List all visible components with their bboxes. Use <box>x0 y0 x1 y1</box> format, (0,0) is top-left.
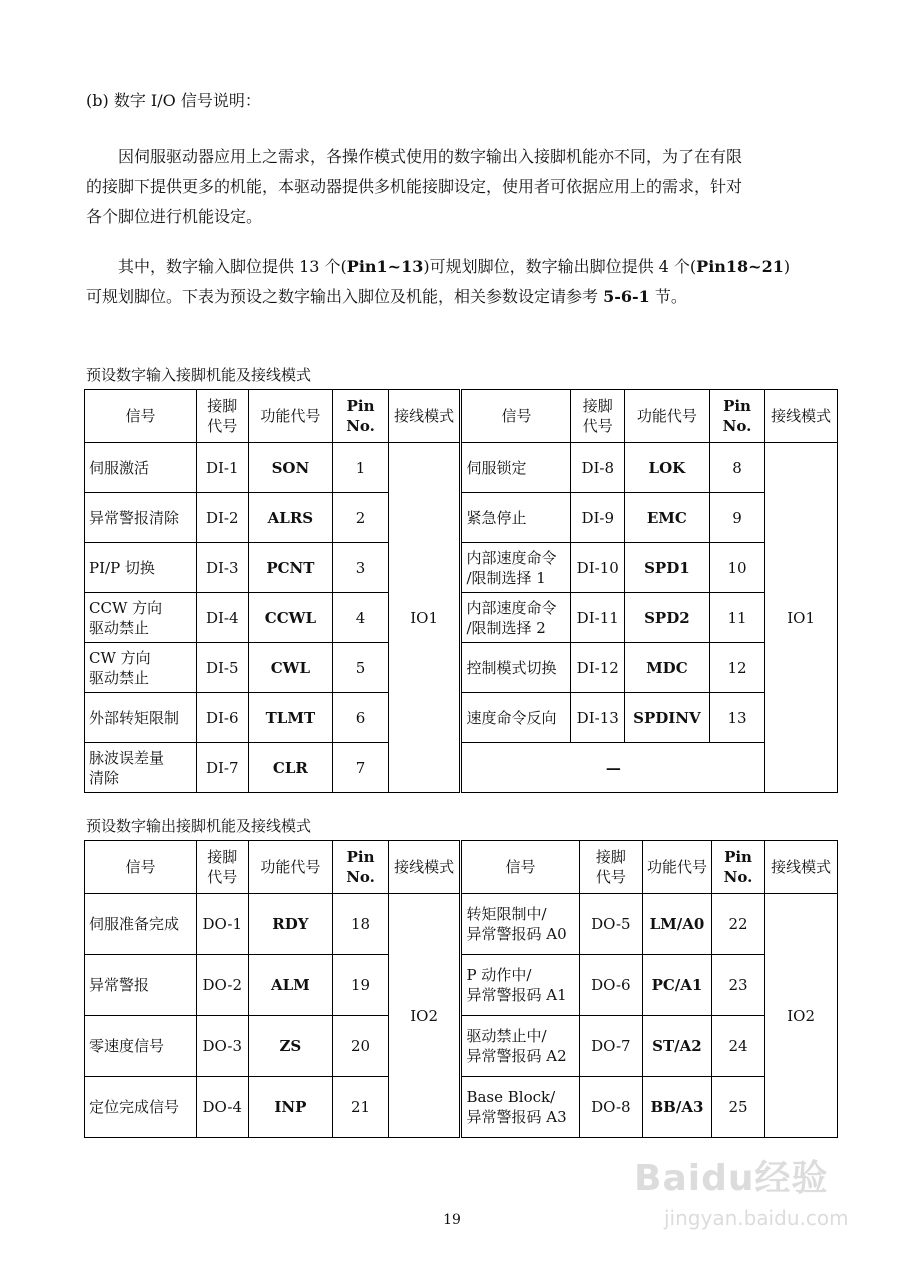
header-text: 接脚 <box>207 397 238 415</box>
signal-name: 转矩限制中/ <box>466 905 547 923</box>
signal-cell <box>85 643 197 693</box>
header-text: 代号 <box>582 417 613 435</box>
empty-cell: — <box>461 743 765 793</box>
signal-cell <box>461 894 579 955</box>
signal-cell <box>85 493 197 543</box>
func-code-cell: ZS <box>248 1016 333 1077</box>
pin-code-cell: DO-3 <box>197 1016 248 1077</box>
header-text: No. <box>722 417 752 435</box>
signal-name: 伺服锁定 <box>466 458 527 477</box>
pin-no-cell: 2 <box>333 493 389 543</box>
pin-code-cell: DO-6 <box>579 955 643 1016</box>
pin-code-cell: DO-1 <box>197 894 248 955</box>
table-row <box>85 443 838 493</box>
signal-name: 控制模式切换 <box>466 658 557 677</box>
pin-code-cell: DI-5 <box>197 643 248 693</box>
pin-no-cell: 7 <box>333 743 389 793</box>
func-code-cell: MDC <box>624 643 709 693</box>
header-text: 接脚 <box>595 848 626 866</box>
table-row <box>85 643 838 693</box>
pin-code-cell: DI-4 <box>197 593 248 643</box>
wiring-mode-cell: IO1 <box>765 443 838 793</box>
pin-code-cell: DI-13 <box>571 693 624 743</box>
signal-name: 内部速度命令 <box>466 598 557 617</box>
pin-no-cell: 13 <box>709 693 765 743</box>
func-code-cell: SON <box>248 443 333 493</box>
table-row <box>85 894 838 955</box>
signal-cell <box>85 1016 197 1077</box>
header-text: 接脚 <box>582 397 613 415</box>
header-signal: 信号 <box>85 390 197 443</box>
func-code-cell: BB/A3 <box>643 1077 712 1138</box>
signal-name: 伺服准备完成 <box>89 915 180 933</box>
header-wiring: 接线模式 <box>765 841 838 894</box>
header-text: No. <box>346 417 375 435</box>
func-code-cell: SPD1 <box>624 543 709 593</box>
pin-summary-paragraph <box>86 252 790 312</box>
func-code-cell: ALM <box>248 955 333 1016</box>
signal-name: 定位完成信号 <box>89 1098 180 1116</box>
header-signal: 信号 <box>461 390 571 443</box>
table-row <box>85 493 838 543</box>
header-text: 代号 <box>595 868 626 886</box>
signal-cell <box>461 643 571 693</box>
pin-code-cell: DI-3 <box>197 543 248 593</box>
pin-code-cell: DO-7 <box>579 1016 643 1077</box>
signal-name-line2: 异常警报码 A0 <box>466 925 567 943</box>
header-text: Pin <box>346 397 375 415</box>
pin-code-cell: DI-12 <box>571 643 624 693</box>
func-code-cell: LOK <box>624 443 709 493</box>
pin-no-cell: 21 <box>333 1077 389 1138</box>
table-row <box>85 1016 838 1077</box>
signal-cell <box>85 593 197 643</box>
func-code-cell: LM/A0 <box>643 894 712 955</box>
pin-code-cell: DI-9 <box>571 493 624 543</box>
pin-code-cell: DO-4 <box>197 1077 248 1138</box>
func-code-cell: CLR <box>248 743 333 793</box>
signal-cell <box>85 693 197 743</box>
pin-code-cell: DI-6 <box>197 693 248 743</box>
signal-name: CW 方向 <box>89 648 151 667</box>
signal-name: 外部转矩限制 <box>89 708 180 727</box>
pin-no-cell: 10 <box>709 543 765 593</box>
signal-name-line2: /限制选择 1 <box>466 568 546 587</box>
input-pin-range: Pin1~13 <box>346 257 424 276</box>
table-row <box>85 693 838 743</box>
func-code-cell: RDY <box>248 894 333 955</box>
pin-no-cell: 25 <box>711 1077 764 1138</box>
header-func-code: 功能代号 <box>643 841 712 894</box>
pin-no-cell: 12 <box>709 643 765 693</box>
watermark-main: Baidu经验 <box>634 1158 829 1199</box>
header-text: 代号 <box>207 417 238 435</box>
intro-line-3: 各个脚位进行机能设定。 <box>86 207 263 226</box>
pin-code-cell: DI-10 <box>571 543 624 593</box>
intro-line-1: 因伺服驱动器应用上之需求，各操作模式使用的数字输出入接脚机能亦不同，为了在有限 <box>118 147 743 166</box>
text-span: 其中，数字输入脚位提供 13 个( <box>118 257 347 276</box>
table-row <box>85 955 838 1016</box>
input-table-caption: 预设数字输入接脚机能及接线模式 <box>86 366 312 384</box>
signal-name-line2: 驱动禁止 <box>89 668 150 687</box>
header-text: 接脚 <box>207 848 238 866</box>
header-pin-code <box>197 841 248 894</box>
func-code-cell: SPDINV <box>624 693 709 743</box>
intro-paragraph <box>86 142 742 232</box>
func-code-cell: PCNT <box>248 543 333 593</box>
pin-no-cell: 19 <box>333 955 389 1016</box>
pin-no-cell: 9 <box>709 493 765 543</box>
section-title: (b) 数字 I/O 信号说明： <box>86 91 261 110</box>
watermark-sub: jingyan.baidu.com <box>664 1206 849 1230</box>
signal-cell <box>461 1016 579 1077</box>
wiring-mode-cell: IO2 <box>388 894 461 1138</box>
pin-code-cell: DI-8 <box>571 443 624 493</box>
pin-no-cell: 8 <box>709 443 765 493</box>
header-signal: 信号 <box>461 841 579 894</box>
signal-name-line2: 清除 <box>89 768 120 787</box>
pin-no-cell: 18 <box>333 894 389 955</box>
pin-no-cell: 5 <box>333 643 389 693</box>
signal-cell <box>85 1077 197 1138</box>
pin-code-cell: DI-1 <box>197 443 248 493</box>
signal-name: 速度命令反向 <box>466 708 557 727</box>
signal-name: 异常警报清除 <box>89 508 180 527</box>
baidu-watermark <box>634 1150 864 1250</box>
signal-cell <box>461 1077 579 1138</box>
func-code-cell: CCWL <box>248 593 333 643</box>
func-code-cell: EMC <box>624 493 709 543</box>
pin-summary-line-1 <box>86 252 790 282</box>
signal-name-line2: 异常警报码 A3 <box>466 1108 567 1126</box>
pin-code-cell: DI-11 <box>571 593 624 643</box>
signal-name: 异常警报 <box>89 976 150 994</box>
pin-code-cell: DO-5 <box>579 894 643 955</box>
page-number: 19 <box>443 1212 461 1228</box>
header-pin-no <box>711 841 764 894</box>
pin-no-cell: 11 <box>709 593 765 643</box>
func-code-cell: PC/A1 <box>643 955 712 1016</box>
func-code-cell: INP <box>248 1077 333 1138</box>
pin-no-cell: 3 <box>333 543 389 593</box>
header-func-code: 功能代号 <box>248 390 333 443</box>
signal-name: CCW 方向 <box>89 598 163 617</box>
pin-code-cell: DO-8 <box>579 1077 643 1138</box>
signal-cell <box>85 743 197 793</box>
signal-cell <box>461 543 571 593</box>
signal-name: 紧急停止 <box>466 508 527 527</box>
pin-no-cell: 24 <box>711 1016 764 1077</box>
pin-code-cell: DO-2 <box>197 955 248 1016</box>
signal-name-line2: 异常警报码 A1 <box>466 986 567 1004</box>
header-pin-code <box>197 390 248 443</box>
wiring-mode-cell: IO2 <box>765 894 838 1138</box>
pin-summary-line-2 <box>86 282 790 312</box>
signal-name: 零速度信号 <box>89 1037 165 1055</box>
signal-name: Base Block/ <box>466 1088 556 1106</box>
wiring-mode-cell: IO1 <box>388 443 461 793</box>
header-func-code: 功能代号 <box>624 390 709 443</box>
text-span: ) <box>783 257 791 276</box>
pin-no-cell: 1 <box>333 443 389 493</box>
signal-name: 内部速度命令 <box>466 548 557 567</box>
signal-name-line2: 驱动禁止 <box>89 618 150 637</box>
signal-cell <box>85 443 197 493</box>
header-pin-no <box>709 390 765 443</box>
signal-name-line2: /限制选择 2 <box>466 618 546 637</box>
pin-code-cell: DI-7 <box>197 743 248 793</box>
header-pin-code <box>579 841 643 894</box>
signal-cell <box>461 593 571 643</box>
signal-cell <box>85 894 197 955</box>
table-row <box>85 743 838 793</box>
pin-no-cell: 20 <box>333 1016 389 1077</box>
text-span: 可规划脚位。下表为预设之数字输出入脚位及机能，相关参数设定请参考 <box>86 287 604 306</box>
signal-name: 驱动禁止中/ <box>466 1027 547 1045</box>
output-table-caption: 预设数字输出接脚机能及接线模式 <box>86 817 312 835</box>
header-text: No. <box>723 868 753 886</box>
func-code-cell: CWL <box>248 643 333 693</box>
func-code-cell: ALRS <box>248 493 333 543</box>
signal-cell <box>85 955 197 1016</box>
signal-cell <box>85 543 197 593</box>
header-wiring: 接线模式 <box>388 390 461 443</box>
func-code-cell: SPD2 <box>624 593 709 643</box>
header-pin-no <box>333 390 389 443</box>
header-wiring: 接线模式 <box>765 390 838 443</box>
signal-cell <box>461 493 571 543</box>
pin-code-cell: DI-2 <box>197 493 248 543</box>
pin-no-cell: 22 <box>711 894 764 955</box>
table-header-row <box>85 390 838 443</box>
table-row <box>85 1077 838 1138</box>
signal-name: 伺服激活 <box>89 458 150 477</box>
header-text: Pin <box>346 848 375 866</box>
header-func-code: 功能代号 <box>248 841 333 894</box>
signal-cell <box>461 955 579 1016</box>
signal-cell <box>461 443 571 493</box>
header-pin-no <box>333 841 389 894</box>
text-span: )可规划脚位，数字输出脚位提供 4 个( <box>423 257 697 276</box>
signal-name-line2: 异常警报码 A2 <box>466 1047 567 1065</box>
pin-no-cell: 23 <box>711 955 764 1016</box>
signal-name: PI/P 切换 <box>89 558 155 577</box>
table-row <box>85 593 838 643</box>
pin-no-cell: 6 <box>333 693 389 743</box>
func-code-cell: TLMT <box>248 693 333 743</box>
header-signal: 信号 <box>85 841 197 894</box>
output-pin-table <box>84 840 838 1138</box>
table-row <box>85 543 838 593</box>
pin-no-cell: 4 <box>333 593 389 643</box>
header-wiring: 接线模式 <box>388 841 461 894</box>
header-pin-code <box>571 390 624 443</box>
signal-name: P 动作中/ <box>466 966 532 984</box>
header-text: No. <box>346 868 375 886</box>
text-span: 节。 <box>649 287 687 306</box>
header-text: Pin <box>724 848 752 866</box>
signal-cell <box>461 693 571 743</box>
input-pin-table <box>84 389 838 793</box>
intro-line-2: 的接脚下提供更多的机能，本驱动器提供多机能接脚设定，使用者可依据应用上的需求，针对 <box>86 177 743 196</box>
signal-name: 脉波误差量 <box>89 748 165 767</box>
header-text: Pin <box>723 397 751 415</box>
section-reference: 5-6-1 <box>603 287 650 306</box>
table-header-row <box>85 841 838 894</box>
func-code-cell: ST/A2 <box>643 1016 712 1077</box>
output-pin-range: Pin18~21 <box>696 257 784 276</box>
header-text: 代号 <box>207 868 238 886</box>
